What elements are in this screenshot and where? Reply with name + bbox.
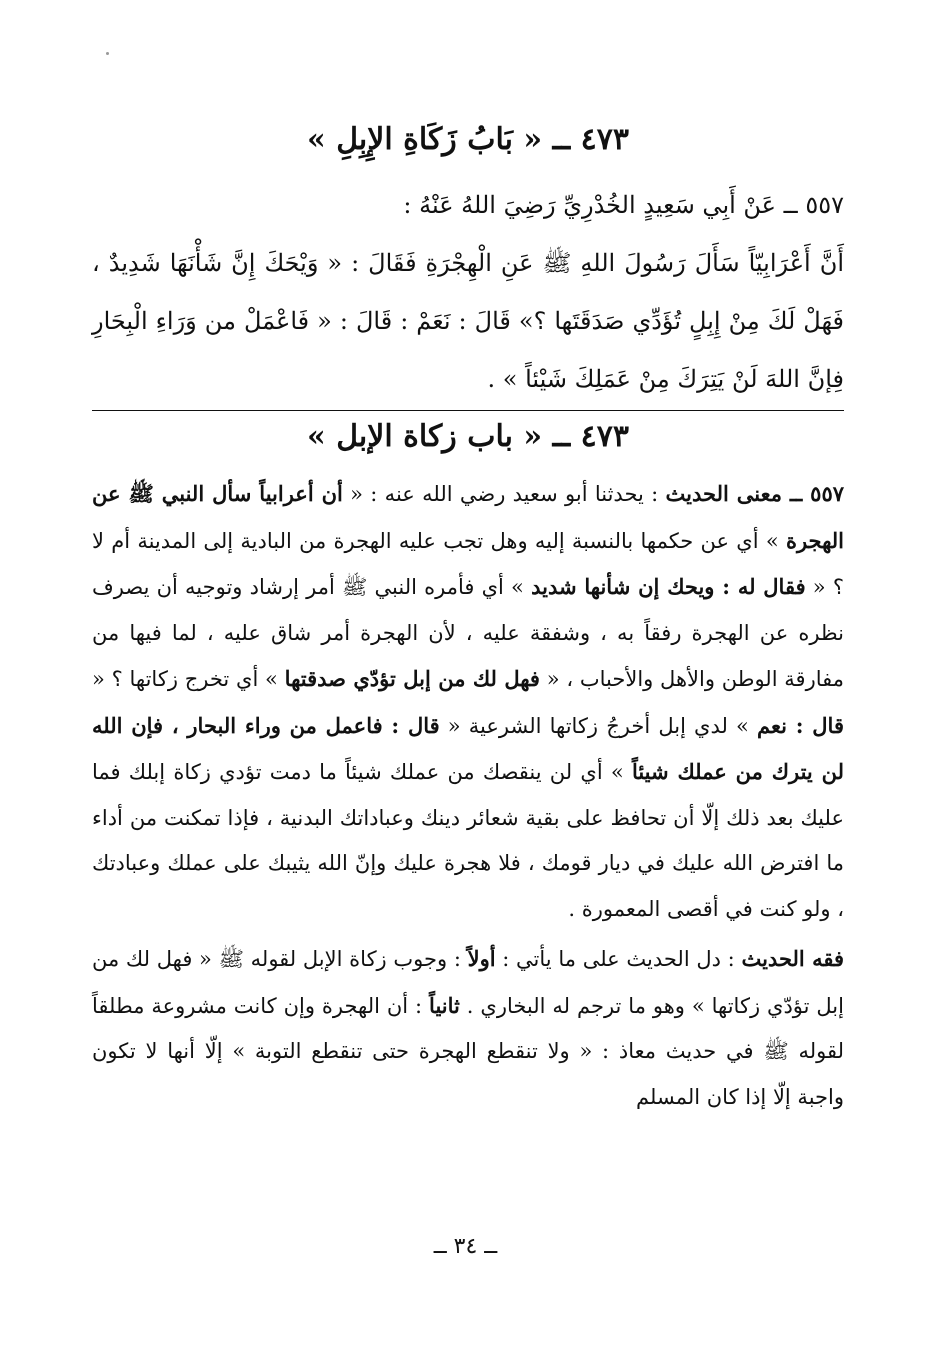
bold-run: ٥٥٧ ــ معنى الحديث: [665, 481, 845, 506]
section-divider: [92, 410, 844, 411]
text-run: » لدي إبل أخرجُ زكاتها الشرعية «: [439, 713, 758, 738]
page-number: ــ ٣٤ ــ: [433, 1234, 498, 1259]
chapter-heading-commentary: ٤٧٣ ــ « باب زكاة الإبل »: [307, 419, 629, 454]
bold-run: ثانياً: [429, 992, 460, 1018]
text-run: » أي تخرج زكاتها ؟ «: [92, 667, 285, 691]
hadith-matn: أَنَّ أَعْرَابِيّاً سَأَلَ رَسُولَ اللهِ ﷺ عَنِ الْهِجْرَةِ فَقَالَ : « وَيْحَكَ إِنَّ شَأْنَهَا شَدِيدٌ ، فَهَلْ لَكَ مِنْ إِبِلٍ تُؤَدِّي صَدَقَتَها ؟» قَالَ : نَعَمْ : قَالَ : « فَاعْمَلْ من وَرَاءِ الْبِحَارِ فِإنَّ اللهَ لَنْ يَتِرَكَ مِنْ عَمَلِكَ شَيْئاً » .: [92, 249, 844, 393]
text-run: : وجوب زكاة الإبل لقوله ﷺ « فهل لك من إبل تؤدّي زكاتها » وهو ما ترجم له البخاري .: [92, 947, 844, 1018]
bold-run: فقه الحديث: [741, 946, 844, 971]
commentary-block: [92, 471, 844, 1120]
bold-run: فهل لك من إبل تؤدّي صدقتها: [284, 666, 540, 691]
commentary-fiqh-paragraph: [92, 936, 844, 1120]
text-run: » أي لن ينقصك من عملك شيئاً ما دمت تؤدي زكاة إبلك فما عليك بعد ذلك إلّا أن تحافظ على بقية شعائر دينك وعباداتك البدنية ، فإذا تمكنت من أداء ما افترض الله عليك في ديار قومك ، فلا هجرة عليك وإنّ الله يثيبك على عملك وعبادتك ، ولو كنت في أقصى المعمورة .: [92, 760, 844, 921]
chapter-heading-vocalized: ٤٧٣ ــ « بَابُ زَكَاةِ الإِبِلِ »: [307, 122, 629, 157]
bold-run: أولاً: [467, 946, 496, 971]
scan-speck: [106, 52, 109, 55]
bold-run: قال : فاعمل من وراء البحار ، فإن الله لن يترك من عملك شيئاً: [92, 712, 844, 784]
hadith-text-block: [92, 176, 844, 408]
text-run: » أي عن حكمها بالنسبة إليه وهل تجب عليه الهجرة من البادية إلى المدينة أم لا ؟ «: [92, 528, 844, 599]
text-run: » أي فأمره النبي ﷺ أمر إرشاد وتوجيه أن يصرف نظره عن الهجرة رفقاً به ، وشفقة عليه ، لأن الهجرة أمر شاق عليه ، لما فيها من مفارقة الوطن والأهل والأحباب ، «: [92, 575, 844, 691]
page-body: [92, 118, 844, 1120]
bold-run: أن أعرابياً سأل النبي ﷺ عن الهجرة: [92, 481, 844, 553]
commentary-meaning-paragraph: [92, 471, 844, 932]
bold-run: قال : نعم: [757, 712, 844, 738]
hadith-isnad: ٥٥٧ ــ عَنْ أَبِي سَعِيدٍ الخُدْرِيِّ رَضِيَ اللهُ عَنْهُ :: [403, 191, 844, 219]
text-run: : يحدثنا أبو سعيد رضي الله عنه : «: [342, 482, 666, 506]
text-run: : أن الهجرة وإن كانت مشروعة مطلقاً لقوله ﷺ في حديث معاذ : « ولا تنقطع الهجرة حتى تنقطع التوبة » إلّا أنها لا تكون واجبة إلّا إذا كان المسلم: [92, 993, 844, 1109]
text-run: : دل الحديث على ما يأتي :: [495, 947, 742, 971]
bold-run: فقال له : ويحك إن شأنها شديد: [531, 574, 806, 599]
